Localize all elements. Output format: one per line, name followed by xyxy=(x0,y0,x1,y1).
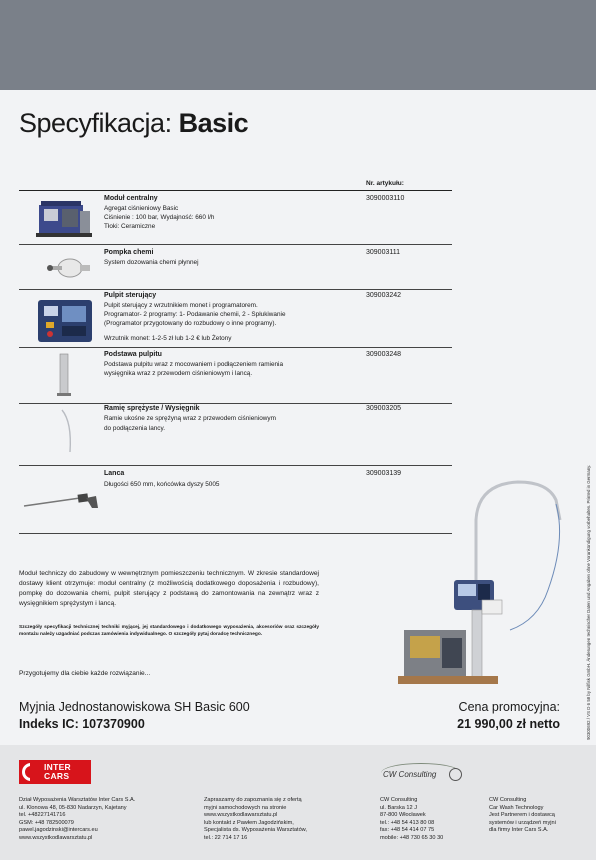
item-desc-line: System dozowania chemi płynnej xyxy=(104,259,199,266)
logo-circle-icon xyxy=(449,768,462,781)
footer-line: 87-800 Włocławek xyxy=(380,812,426,819)
footer-email-link[interactable]: pawel.jagodzinski@intercars.eu xyxy=(19,827,98,834)
chemical-pump-image xyxy=(42,256,94,280)
footer-line: Jest Partnerem i dostawcą xyxy=(489,812,555,819)
item-desc-line: wysięgnika wraz z przewodem ciśnieniowym i lancą. xyxy=(104,370,253,377)
footer-line: ul. Klonowa 48, 05-830 Nadarzyn, Kajetany xyxy=(19,804,127,811)
price-value: 21 990,00 zł netto xyxy=(457,717,560,731)
footer-line: Dział Wyposażenia Warsztatów Inter Cars S.A. xyxy=(19,797,136,803)
logo-text-line1: INTER xyxy=(44,762,71,772)
item-desc-line: Agregat ciśnieniowy Basic xyxy=(104,205,179,212)
price-label: Cena promocyjna: xyxy=(458,700,560,714)
item-article-number: 309003205 xyxy=(366,405,402,412)
item-name: Ramię sprężyste / Wysięgnik xyxy=(104,405,200,412)
footer-line: lub kontakt z Pawłem Jagodzińskim, xyxy=(204,819,294,826)
item-desc-line: Długości 650 mm, końcówka dyszy 5005 xyxy=(104,481,220,488)
item-desc-line: Pulpit sterujący z wrzutnikiem monet i programatorem. xyxy=(104,302,258,309)
spring-arm-image xyxy=(58,408,78,454)
lance-image xyxy=(22,490,102,512)
row-divider xyxy=(19,289,452,290)
row-divider xyxy=(19,347,452,348)
item-name: Pulpit sterujący xyxy=(104,292,157,299)
cw-logo-text: CW Consulting xyxy=(383,770,437,779)
item-desc-line: Ciśnienie : 100 bar, Wydajność: 660 l/h xyxy=(104,214,215,221)
footer-line: tel. +48227141716 xyxy=(19,812,66,819)
footer-line: Specjalista ds. Wyposażenia Warsztatów, xyxy=(204,827,307,834)
footer-offer-info xyxy=(204,797,307,843)
footer-cw-partner xyxy=(489,797,556,835)
row-divider xyxy=(19,403,452,404)
logo-text-line2: CARS xyxy=(44,771,70,781)
item-article-number: 309003111 xyxy=(366,249,400,256)
footer-line: Zapraszamy do zapoznania się z ofertą xyxy=(204,797,302,803)
row-divider xyxy=(19,244,452,245)
footer-line: CW Consulting xyxy=(380,797,418,803)
title-bold: Basic xyxy=(178,108,249,138)
footer-contact-intercars xyxy=(19,797,135,843)
page-title xyxy=(19,108,248,139)
greeting-note: Przygotujemy dla ciebie każde rozwiązanie... xyxy=(19,670,151,677)
footer-line: tel.: +48 54 413 80 08 xyxy=(380,819,435,826)
item-desc-line: (Programator przygotowany do rozbudowy o inne programy). xyxy=(104,320,277,327)
footer-line: fax: +48 54 414 07 75 xyxy=(380,827,435,834)
item-article-number: 309003139 xyxy=(366,470,402,477)
control-panel-image xyxy=(36,298,94,344)
footer-line: systemów i urządzeń myjni xyxy=(489,819,556,826)
item-name: Lanca xyxy=(104,470,125,477)
footer-line: dla firmy Inter Cars S.A. xyxy=(489,827,549,834)
item-desc-line: do podłączenia lancy. xyxy=(104,425,165,432)
item-article-number: 3090003110 xyxy=(366,195,405,202)
header-band xyxy=(0,0,596,90)
item-desc-line: Ramie ukośne ze sprężyną wraz z przewodem ciśnieniowym xyxy=(104,415,276,422)
footer-line: CW Consulting xyxy=(489,797,527,803)
vertical-legal-text: 90300692 / VS D 6 58 by Nilfisk GmbH. Änderungen technischer Daten und Angaben ohne Vorankündigung vorbehalten. Printed in Germany. xyxy=(586,464,591,740)
inter-cars-logo xyxy=(19,760,91,784)
item-desc-line: Podstawa pulpitu wraz z mocowaniem i podłączeniem ramienia xyxy=(104,361,284,368)
product-index: Indeks IC: 107370900 xyxy=(19,717,145,731)
footer-line: tel.: 22 714 17 16 xyxy=(204,834,248,841)
panel-stand-image xyxy=(56,352,72,398)
footer-line: GSM: +48 782500079 xyxy=(19,819,74,826)
item-article-number: 309003242 xyxy=(366,292,402,299)
footer-contact-cw xyxy=(380,797,443,843)
title-light: Specyfikacja: xyxy=(19,108,172,138)
footer-website-link[interactable]: www.wszystkodlawarsztatu.pl xyxy=(19,834,93,841)
item-name: Podstawa pulpitu xyxy=(104,351,162,358)
cw-consulting-logo xyxy=(381,758,463,786)
delivery-scope-note: Moduł techniczy do zabudowy w wewnętrznym pomieszczeniu technicznym. W zkresie standardowej dostawy klient otrzymuje: moduł centralny (z możliwością dodatkowego doposażenia i rozbudowy), pompkę do dozowania chemi, pulpit sterujący z podstawą do zamontowania na zewnątrz wraz z wysięgnikiem sprężystym i lancą. xyxy=(19,570,319,607)
table-top-rule xyxy=(19,190,452,191)
inter-cars-mark-icon xyxy=(22,763,40,781)
pump-module-image xyxy=(36,197,94,239)
item-desc-line: Programator- 2 programy: 1- Podawanie chemii, 2 - Spłukiwanie xyxy=(104,311,286,318)
footer-line: myjni samochodowych na stronie xyxy=(204,804,287,811)
article-number-header: Nr. artykułu: xyxy=(366,180,404,187)
table-bottom-rule xyxy=(19,533,452,534)
footer-website-link[interactable]: www.wszystkodlawarsztatu.pl xyxy=(204,812,278,819)
car-wash-unit-image xyxy=(398,480,570,690)
item-name: Pompka chemi xyxy=(104,249,154,256)
row-divider xyxy=(19,465,452,466)
footer-line: mobile: +48 730 65 30 30 xyxy=(380,834,444,841)
item-name: Moduł centralny xyxy=(104,195,158,202)
item-desc-line: Wrzutnik monet: 1-2-5 zł lub 1-2 € lub Żetony xyxy=(104,335,232,342)
item-article-number: 309003248 xyxy=(366,351,402,358)
technical-details-note: Szczegóły specyfikacji technicznej techniki myjącej, jej standardowego i dodatkowego wyposażenia, akcesoriów oraz szczegóły montażu należy uzgadniać podczas zamówienia indywidualnego. O szczegóły pytaj doradcę technicznego. xyxy=(19,625,319,637)
footer-line: ul. Barska 12 J xyxy=(380,804,417,811)
item-desc-line: Tłoki: Ceramiczne xyxy=(104,223,156,230)
product-name: Myjnia Jednostanowiskowa SH Basic 600 xyxy=(19,700,250,714)
footer-line: Car Wash Technology xyxy=(489,804,544,811)
